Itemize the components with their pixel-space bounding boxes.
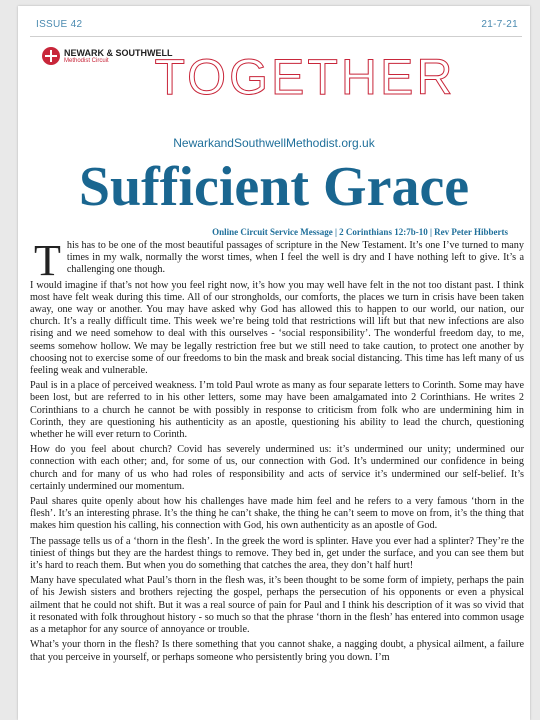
article-paragraph — [30, 236, 524, 285]
newsletter-page — [18, 6, 530, 720]
logo-name: NEWARK & SOUTHWELL — [64, 48, 173, 58]
article-subtitle: Online Circuit Service Message | 2 Corinthians 12:7b-10 | Rev Peter Hibberts — [212, 227, 508, 237]
drop-cap: T — [34, 236, 61, 285]
header-divider — [30, 36, 522, 37]
article-paragraph: How do you feel about church? Covid has severely undermined us: it’s undermined our unity; undermined our connection with each other; and, for some of us, our connection with God. It’s undermined our confidence in being church and for many of us who had roles of responsibility and acts of service it’s undermined our self-belief. It’s certainly undermined our momentum. — [30, 444, 524, 492]
article-paragraph: What’s your thorn in the flesh? Is there something that you cannot shake, a nagging doubt, a physical ailment, a failure that you perceive in yourself, or perhaps someone who persistently bring you down. I’m — [30, 639, 524, 663]
logo-subtitle: Methodist Circuit — [64, 58, 109, 64]
website-link[interactable]: NewarkandSouthwellMethodist.org.uk — [173, 136, 375, 150]
article-body — [30, 236, 524, 667]
article-headline: Sufficient Grace — [78, 156, 470, 218]
issue-number: ISSUE 42 — [36, 19, 83, 30]
article-paragraph: Many have speculated what Paul’s thorn in the flesh was, it’s been thought to be some form of impiety, perhaps the pain of his Jewish sisters and brothers rejecting the gospel, perhaps the persecution of his opponents or even a physical ailment that he could not shift. But it was a real source of pain for Paul and I think his description of it was so vivid that it resonated with folk throughout history - so much so that the phrase ‘thorn in the flesh’ has entered into common usage as a metaphor for any source of annoyance or trouble. — [30, 575, 524, 636]
issue-date: 21-7-21 — [481, 19, 518, 30]
masthead-title: TOGETHER — [154, 49, 456, 105]
article-paragraph: Paul is in a place of perceived weakness. I’m told Paul wrote as many as four separate letters to Corinth. Some may have been lost, but are referred to in his other letters, some may have been amalgamated into 2 Corinthians. He writes 2 Corinthians to a church he cannot be with possibly in response to criticism from folk who are undermining him in Corinth, they are questioning his authenticity as an apostle, questioning his ability to lead the church, questioning whether he will ever return to Corinth. — [30, 380, 524, 441]
cross-icon — [42, 47, 60, 65]
article-paragraph: Paul shares quite openly about how his challenges have made him feel and he refers to a very famous ‘thorn in the flesh’. It’s an interesting phrase. It’s the thing he can’t shake, the thing he can’t seem to move on from, it’s the thing that makes him question his calling, his connection with God, his own authenticity as an apostle of God. — [30, 496, 524, 532]
issue-bar — [18, 6, 530, 30]
lead-text: his has to be one of the most beautiful passages of scripture in the New Testament. It’s one I’ve turned to many times in my walk, normally the worst times, when I feel the well is dry and I have nothing left to give. It’s a challenging one though. — [66, 240, 524, 276]
article-paragraph: I would imagine if that’s not how you feel right now, it’s how you may well have felt in the not too distant past. I think most have felt weak during this time. All of our strongholds, our comforts, the places we turn in crisis have been taken away, one way or another. You may have asked why God has allowed this to happen to our world, our nation, our church. It’s a really difficult time. This week we’re being told that restrictions will lift but that new infections are also rising and we need somehow to deal with this ourselves - ‘social responsibility’. The wonderful freedom day, to me, seems somehow hollow. We may be legally restriction free but we still need to take caution, to protect one another by choosing not to exercise some of our freedoms to bin the mask and break social distancing. This time has left many of us feeling weak and vulnerable. — [30, 279, 524, 377]
article-paragraph: The passage tells us of a ‘thorn in the flesh’. In the greek the word is splinter. Have you ever had a splinter? They’re the tiniest of things but they are the hardest things to remove. They bed in, get under the surface, and you can see them but it’s hard to reach them. But when you do something that catches the area, they don’t half hurt! — [30, 535, 524, 572]
